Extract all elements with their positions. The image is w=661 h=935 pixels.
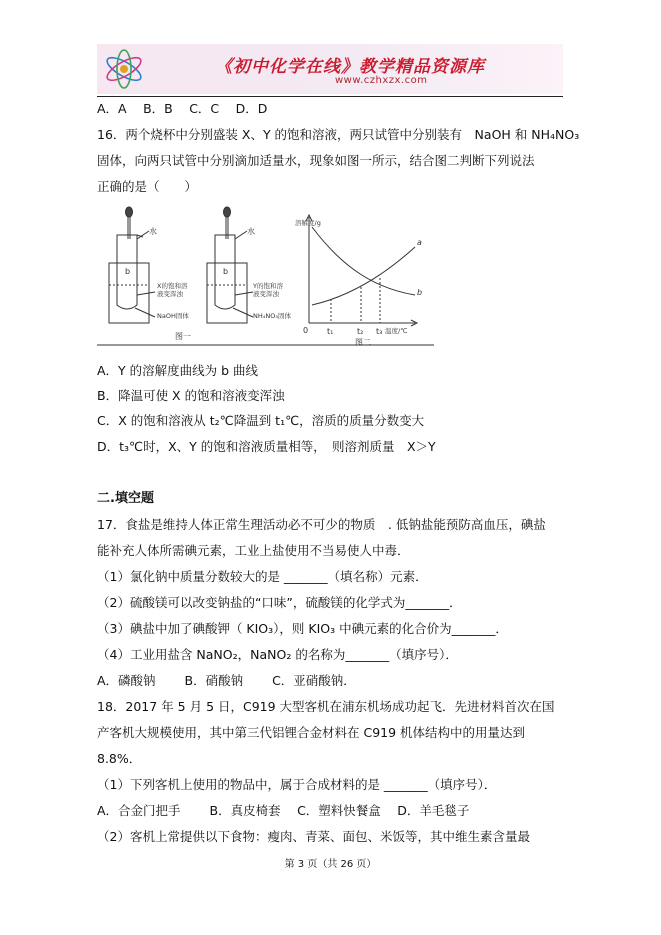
drop-label-right: b [223,267,229,276]
section-heading: 二.填空题 [97,491,154,506]
q15-options: A．A B．B C．C D．D [97,101,268,116]
tick-t2: t₂ [357,327,364,336]
curve-b-label: b [417,288,423,297]
label-nh4no3: NH₄NO₃固体 [253,312,291,320]
header-divider [97,96,563,97]
q17-stem-1: 17．食盐是维持人体正常生理活动必不可少的物质 . 低钠盐能预防高血压，碘盐 [97,517,546,532]
q17-options: A．磷酸钠 B．硝酸钠 C．亚硝酸钠． [97,673,356,688]
q18-stem-1: 18．2017 年 5 月 5 日，C919 大型客机在浦东机场成功起飞．先进材料首次在国 [97,699,555,714]
caption-figure1: 图一 [175,332,191,341]
label-naoh: NaOH固体 [157,312,189,320]
curve-a-label: a [417,238,422,247]
atom-logo-icon [101,46,147,92]
drop-label-left: b [125,267,131,276]
q16-option-a: A．Y 的溶解度曲线为 b 曲线 [97,363,259,378]
label-x-line1: X的饱和溶 [157,282,188,290]
tick-t3: t₃ [376,327,383,336]
q17-part1: （1）氯化钠中质量分数较大的是 _______（填名称）元素． [97,569,428,584]
label-x-line2: 液变浑浊 [157,290,183,298]
caption-figure2: 图二 [355,338,371,347]
page-footer: 第 3 页（共 26 页） [284,859,377,870]
q16-option-d: D．t₃℃时，X、Y 的饱和溶液质量相等， 则溶剂质量 X＞Y [97,439,436,454]
q16-stem-2: 固体，向两只试管中分别滴加适量水，现象如图一所示，结合图二判断下列说法 [97,153,535,168]
origin-label: 0 [303,326,309,335]
header-banner [97,44,563,94]
banner-title: 《初中化学在线》教学精品资源库 [215,57,485,77]
water-label-right: 水 [247,227,255,236]
q18-options: A．合金门把手 B．真皮椅套 C．塑料快餐盒 D．羊毛毯子 [97,803,470,818]
water-label-left: 水 [149,227,157,236]
q16-option-b: B．降温可使 X 的饱和溶液变浑浊 [97,388,285,403]
beaker-x-diagram [97,207,434,345]
solubility-graph [306,215,417,326]
q18-stem-2: 产客机大规模使用，其中第三代铝锂合金材料在 C919 机体结构中的用量达到 [97,725,526,740]
q17-stem-2: 能补充人体所需碘元素，工业上盐使用不当易使人中毒． [97,543,410,558]
q17-part2: （2）硫酸镁可以改变钠盐的“口味”，硫酸镁的化学式为_______． [97,595,462,610]
tick-t1: t₁ [327,327,334,336]
q17-part3: （3）碘盐中加了碘酸钾（ KIO₃），则 KIO₃ 中碘元素的化合价为_______． [97,621,508,636]
y-axis-label: 溶解度/g [295,219,321,227]
q18-part1: （1）下列客机上使用的物品中，属于合成材料的是 _______（填序号）． [97,777,497,792]
q17-part4: （4）工业用盐含 NaNO₂，NaNO₂ 的名称为_______（填序号）． [97,647,458,662]
q18-part2: （2）客机上常提供以下食物：瘦肉、青菜、面包、米饭等，其中维生素含量最 [97,829,530,844]
q16-option-c: C．X 的饱和溶液从 t₂℃降温到 t₁℃，溶质的质量分数变大 [97,413,425,428]
q16-stem-1: 16．两个烧杯中分别盛装 X、Y 的饱和溶液，两只试管中分别装有 NaOH 和 NH₄NO₃ [97,127,580,142]
banner-url[interactable]: www.czhxzx.com [335,75,428,86]
beaker-y-diagram [207,207,253,323]
q16-stem-3: 正确的是（ ） [97,179,198,194]
label-y-line2: 液变浑浊 [253,290,279,298]
x-axis-label: 温度/℃ [385,327,408,335]
q18-stem-3: 8.8%． [97,751,142,766]
q16-figure [97,205,434,353]
label-y-line1: Y的饱和溶 [253,282,283,290]
